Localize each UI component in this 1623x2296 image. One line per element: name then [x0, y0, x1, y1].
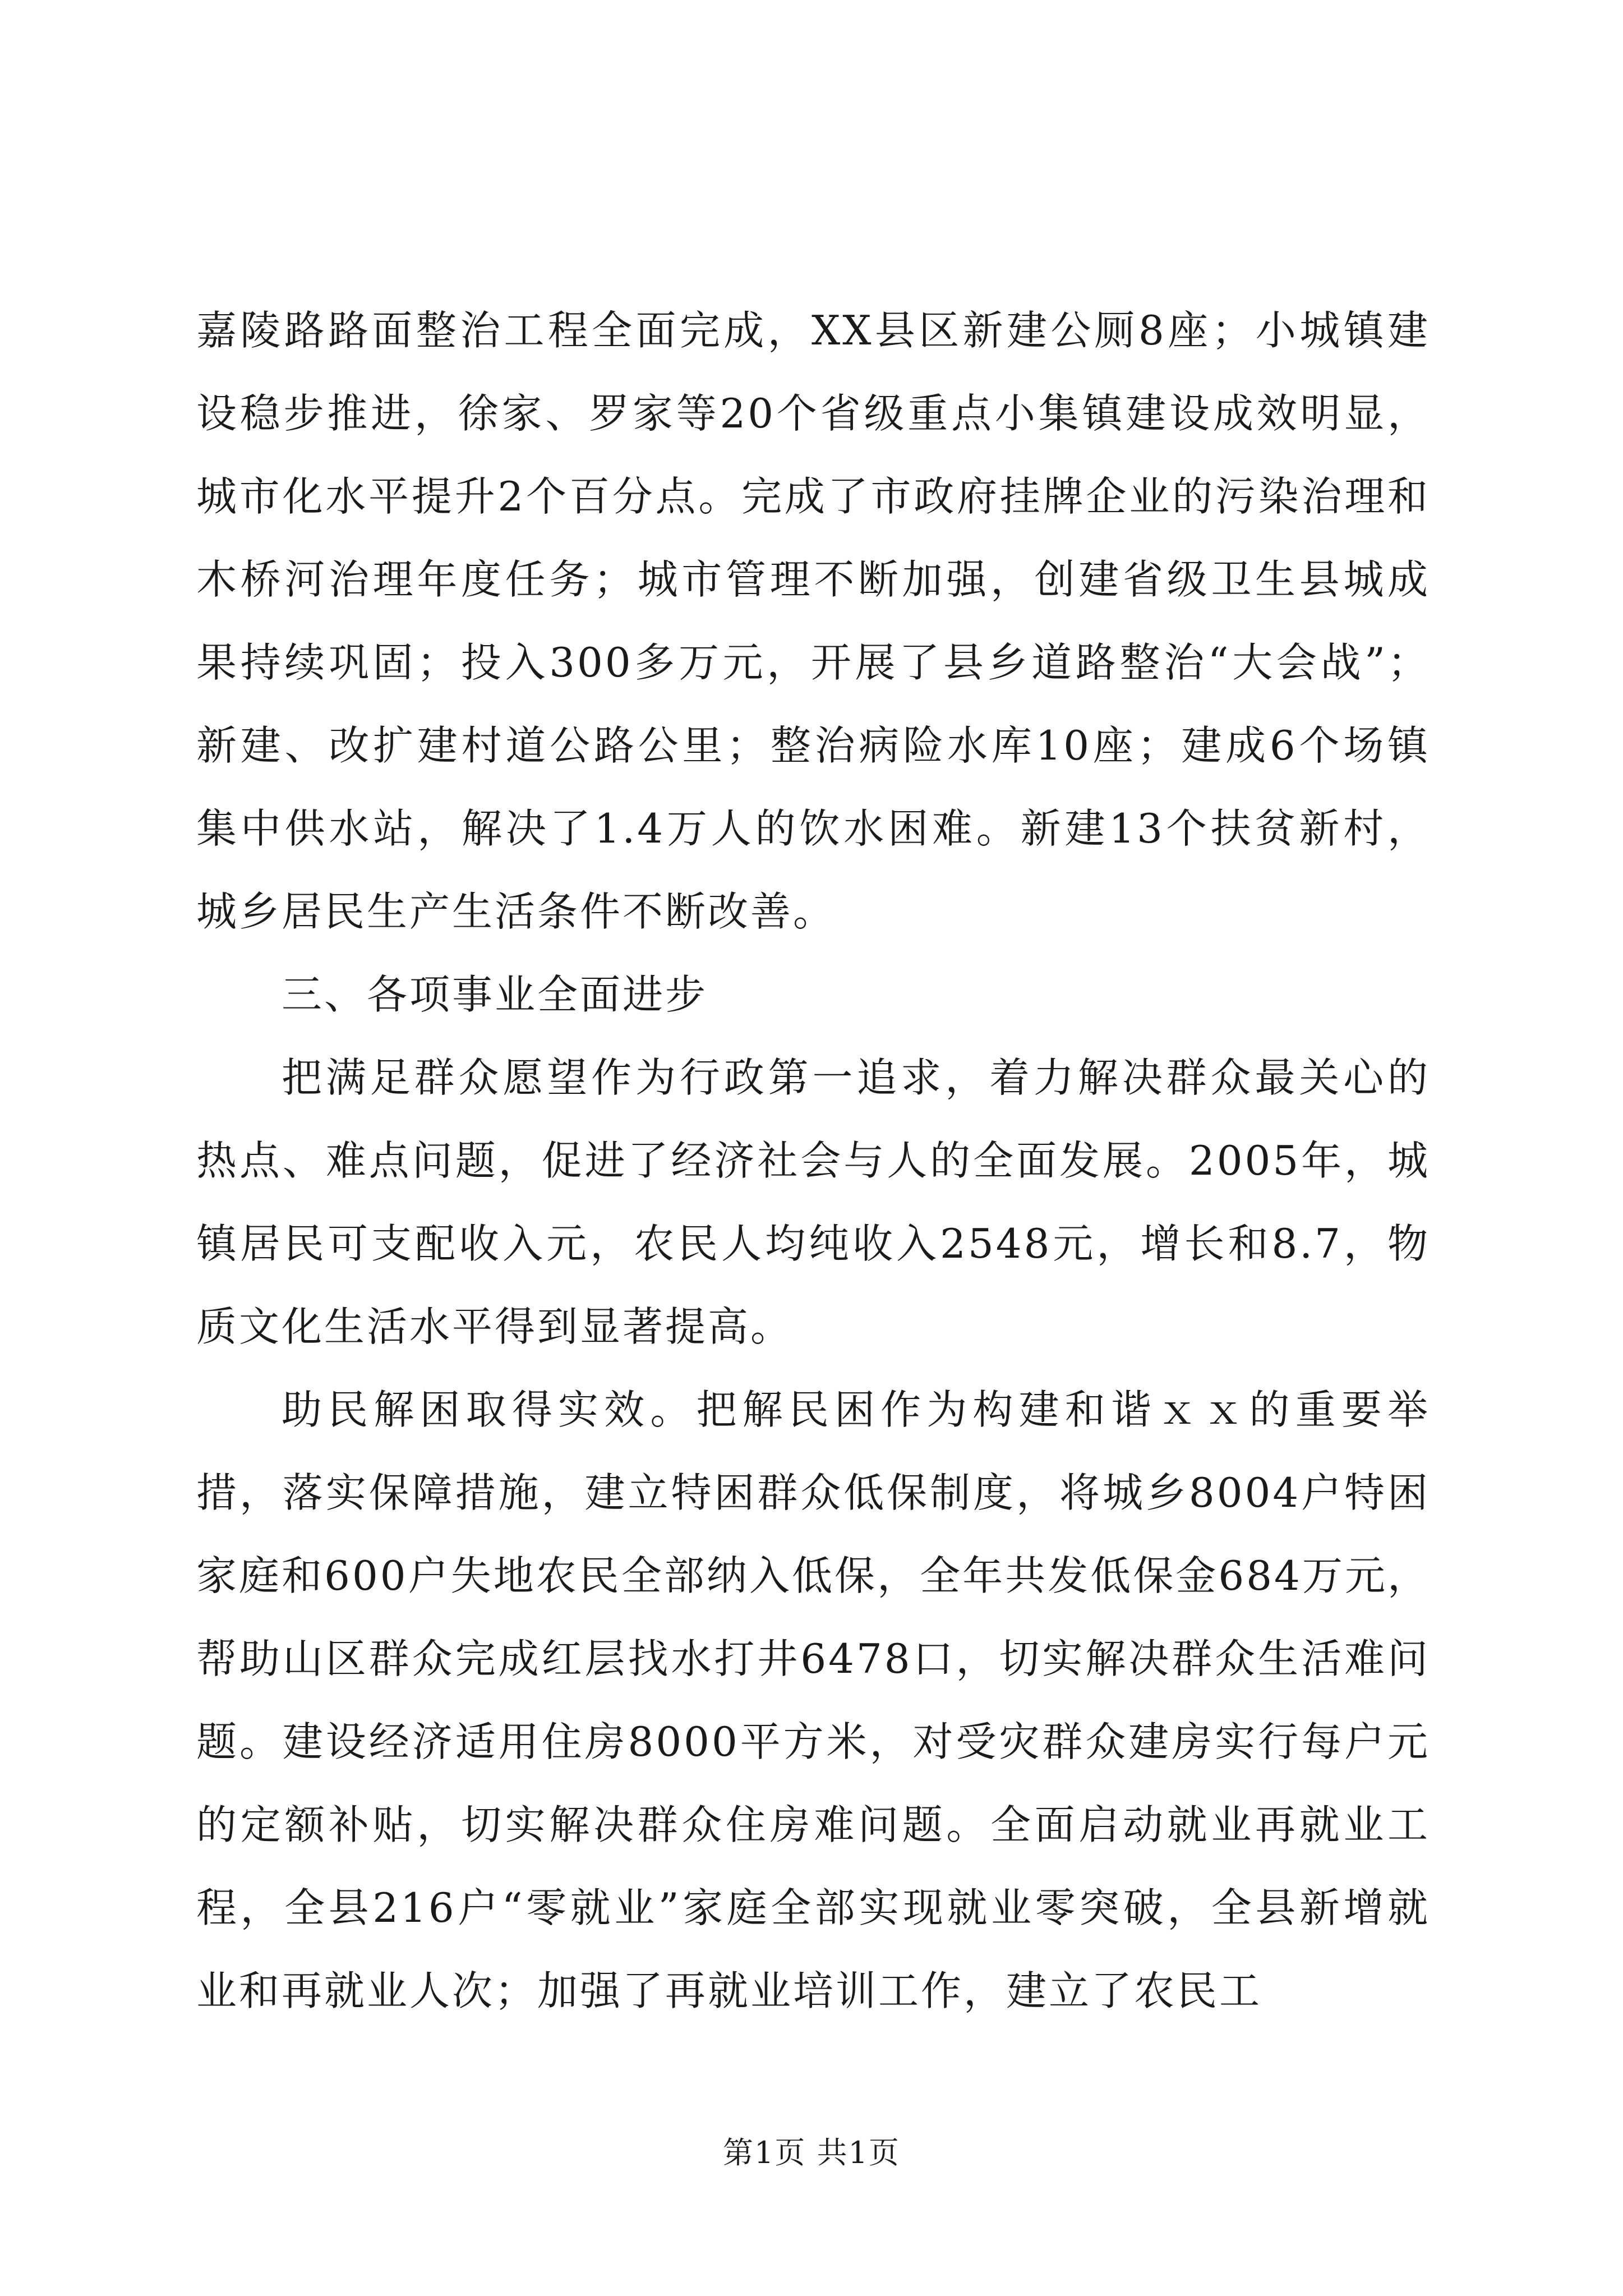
- page-footer: 第1页 共1页: [723, 2135, 900, 2170]
- document-body: [196, 289, 1430, 2032]
- paragraph-relief: 助民解困取得实效。把解民困作为构建和谐ｘｘ的重要举措，落实保障措施，建立特困群众低保制度，将城乡8004户特困家庭和600户失地农民全部纳入低保，全年共发低保金684万元，帮助山区群众完成红层找水打井6478口，切实解决群众生活难问题。建设经济适用住房8000平方米，对受灾群众建房实行每户元的定额补贴，切实解决群众住房难问题。全面启动就业再就业工程，全县216户“零就业”家庭全部实现就业零突破，全县新增就业和再就业人次；加强了再就业培训工作，建立了农民工: [196, 1386, 1430, 2014]
- section-heading: 三、各项事业全面进步: [282, 971, 708, 1018]
- paragraph-continued: 嘉陵路路面整治工程全面完成，XX县区新建公厕8座；小城镇建设稳步推进，徐家、罗家等20个省级重点小集镇建设成效明显，城市化水平提升2个百分点。完成了市政府挂牌企业的污染治理和木桥河治理年度任务；城市管理不断加强，创建省级卫生县城成果持续巩固；投入300多万元，开展了县乡道路整治“大会战”；新建、改扩建村道公路公里；整治病险水库10座；建成6个场镇集中供水站，解决了1.4万人的饮水困难。新建13个扶贫新村，城乡居民生产生活条件不断改善。: [196, 307, 1430, 935]
- paragraph-intro: 把满足群众愿望作为行政第一追求，着力解决群众最关心的热点、难点问题，促进了经济社会与人的全面发展。2005年，城镇居民可支配收入元，农民人均纯收入2548元，增长和8.7，物质文化生活水平得到显著提高。: [196, 1054, 1430, 1350]
